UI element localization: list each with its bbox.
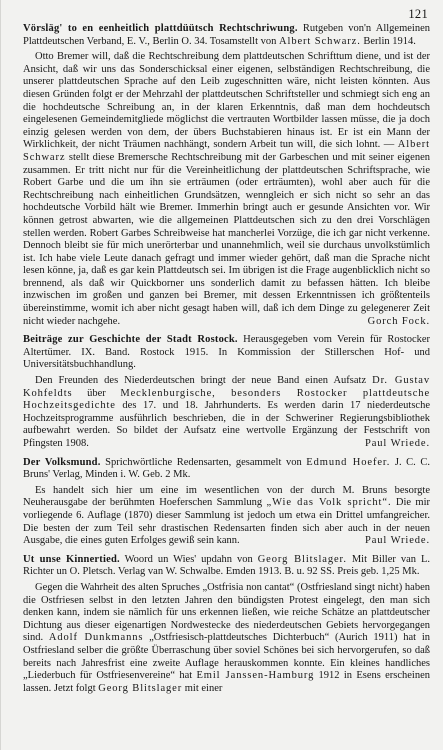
review-entry-2 bbox=[23, 334, 430, 450]
review-4-text-name: Adolf Dunkmanns bbox=[48, 632, 144, 644]
review-3-text-part: Die mir vorliegende 6. Auflage (1870) dieser Sammlung ist jedoch um etwa ein Drittel umfangreicher. Die besten der zum Teil sehr drastischen Redensarten finden sich aber auch in der neuen Ausgabe, die eines guten Erfolges gewiß sein kann. bbox=[23, 497, 430, 547]
review-1-signature: Gorch Fock. bbox=[367, 315, 430, 327]
review-1-text-part: stellt diese Bremersche Rechtschreibung mit der Garbeschen und mit seiner eigenen zusammen. Er tritt nicht nur für die Vereinheitlichung der plattdeutschen Schriftsprache, wie Robert Garbe und die um ihn sie erträumen (oder erträumten), wohl aber auch für die Rechtschreibung nach einheitlichen Grundsätzen, wenngleich er sich nicht so sehr an das hochdeutsche Vorbild hält wie Bremer. Immerhin bringt auch er gesunde Ansichten vor. Wir können getrost abwarten, wie die allgemeinen Plattdeutschen sich zu den drei Vorschlägen stellen werden. Robert Garbes Schreibweise hat mancherlei Vorzüge, die ich gar nicht verkenne. Dennoch bleibt sie für mich unerörterbar und unannehmlich, weil sie durchaus unvolkstümlich ist. Ich habe viele Leute danach gefragt und immer wieder gehört, daß man die Sprache nicht lesen könne, ja, daß es gar kein Plattdeutsch sei. Im übrigen ist die Frage augenblicklich nicht so brennend, als daß wir Quickborner uns sonderlich damit zu befassen hätten. Ich bleibe inzwischen im großen und ganzen bei Bremer, mit dessen Erkenntnissen ich größtenteils übereinstimme, womit ich aber nicht gesagt haben will, daß ich dem Dinge zu gelegenerer Zeit nicht wieder nachgehe. bbox=[23, 151, 430, 327]
review-1-place-year: Berlin 1914. bbox=[363, 35, 416, 47]
review-4-bibliography bbox=[23, 554, 430, 579]
review-2-title: Beiträge zur Geschichte der Stadt Rostock. bbox=[23, 334, 238, 346]
review-2-bibliography bbox=[23, 334, 430, 372]
review-4-author: Georg Blitslager. bbox=[257, 553, 347, 565]
review-4-text-name: Emil Janssen-Hamburg bbox=[196, 670, 315, 682]
review-4-text-part: 1912 in Esens erscheinen lassen. Jetzt folgt bbox=[23, 670, 431, 694]
review-4-text-part: „Ostfriesisch-plattdeutsches Dichterbuch“ (Aurich 1911) hat in Ostfriesland selber die größte Überraschung über soviel Schönes bei sich hervorgerufen, so daß bereits nach Jahresfrist eine zweite Auflage herauskommen konnte. Ein kleines handliches „Liederbuch für Ostfriesenvereine“ hat bbox=[23, 632, 430, 682]
review-4-text-part: mit einer bbox=[184, 682, 223, 694]
review-1-publisher-info: Rutgeben von'n Allgemeinen Plattdeutschen Verband, E. V., Berlin O. 34. Tosamstellt von bbox=[23, 23, 430, 47]
review-3-publisher-info: J. C. C. Bruns' Verlag, Minden i. W. Geb. 2 Mk. bbox=[23, 456, 431, 481]
page-number: 121 bbox=[408, 7, 428, 21]
review-2-publisher-info: Herausgegeben vom Verein für Rostocker Altertümer. IX. Band. Rostock 1915. In Kommission der Stillerschen Hof- und Universitätsbuchhandlung. bbox=[23, 334, 431, 371]
review-1-text-name: Albert Schwarz bbox=[23, 139, 430, 163]
review-1-text bbox=[23, 51, 430, 328]
review-4-subtitle: Woord un Wies' updahn von bbox=[124, 553, 253, 565]
review-3-text-quote: „Wie das Volk spricht“. bbox=[266, 497, 392, 509]
review-1-bibliography bbox=[23, 23, 430, 48]
review-4-title: Ut unse Kinnertied. bbox=[23, 553, 120, 565]
review-entry-1 bbox=[23, 23, 430, 328]
review-4-publisher-info: Mit Biller van L. Richter un O. Pletsch. Verlag van W. Schwalbe. Emden 1913. B. u. 92 SS. Preis geb. 1,25 Mk. bbox=[23, 553, 430, 578]
review-3-text bbox=[23, 485, 430, 548]
review-4-text-name: Georg Blitslager bbox=[98, 682, 183, 694]
review-3-text-part: Es handelt sich hier um eine im wesentlichen von der durch M. Bruns besorgte Neuherausgabe der berühmten Hoeferschen Sammlung bbox=[23, 484, 430, 509]
review-2-text-part: Den Freunden des Niederdeutschen bringt der neue Band einen Aufsatz bbox=[35, 375, 367, 387]
review-2-text-part: über bbox=[87, 387, 106, 399]
review-2-text-name: Dr. Gustav Kohfeldts bbox=[23, 375, 431, 399]
review-4-text bbox=[23, 582, 430, 695]
review-2-text-topic: Mecklenburgische, besonders Rostocker plattdeutsche Hochzeitsgedichte bbox=[23, 387, 430, 412]
review-entry-4 bbox=[23, 554, 430, 696]
review-3-subtitle: Sprichwörtliche Redensarten, gesammelt von bbox=[105, 456, 302, 468]
review-3-author: Edmund Hoefer. bbox=[306, 456, 391, 468]
review-entry-3 bbox=[23, 457, 430, 548]
review-2-signature: Paul Wriede. bbox=[364, 438, 430, 449]
review-1-text-part: Otto Bremer will, daß die Rechtschreibung dem plattdeutschen Schrifttum diene, und ist der Ansicht, daß wir uns das Sonderschicksal einer eigenen, selbständigen Rechtschreibung, die unserer plattdeutschen Sprache auf den Leib zugeschnitten wäre, nicht leisten könnten. Aus diesen Gründen folgt er der Mehrzahl der plattdeutschen Schriftsteller und schmiegt sich eng an die hochdeutsche Schreibung an, in der klaren Erkenntnis, daß man dem hochdeutsch eingelesenen Gemeindemitgliede möglichst die vertrauten Wortbilder lassen müsse, die ja doch einzig gelesen werden von dem, der übers Buchstabieren hinaus ist. Er ist ein Mann der Wirklichkeit, der nicht Träumen nachhängt, sondern Arbeit tun will, die sich lohnt. — bbox=[23, 51, 430, 151]
review-2-text bbox=[23, 375, 430, 451]
review-3-signature: Paul Wriede. bbox=[364, 535, 430, 547]
review-1-title: Vörsläg' to en eenheitlich plattdüütsch Rechtschriwung. bbox=[23, 23, 298, 34]
review-3-bibliography bbox=[23, 457, 430, 482]
review-1-compiler: Albert Schwarz. bbox=[279, 35, 361, 47]
review-3-title: Der Volksmund. bbox=[23, 456, 101, 468]
review-4-text-part: Gegen die Wahrheit des alten Spruches „Ostfrisia non cantat“ (Ostfriesland singt nicht) haben die Ostfriesen selbst in den letzten Jahren den bündigsten Protest eingelegt, den man sich denken kann, indem sie nämlich für uns erkennen ließen, wie reiche Schätze an plattdeutscher Dichtung aus dieser eigenartigen Nordwestecke des niederdeutschen Gebiets hervorgegangen sind. bbox=[23, 581, 430, 644]
review-2-text-part: des 17. und 18. Jahrhunderts. Es werden darin 17 niederdeutsche Hochzeitsprogramme ausführlich beschrieben, die in der Schweriner Regierungsbibliothek aufbewahrt werden. So bildet der Aufsatz eine wertvolle Ergänzung der Festschrift von Pfingsten 1908. bbox=[23, 400, 431, 449]
